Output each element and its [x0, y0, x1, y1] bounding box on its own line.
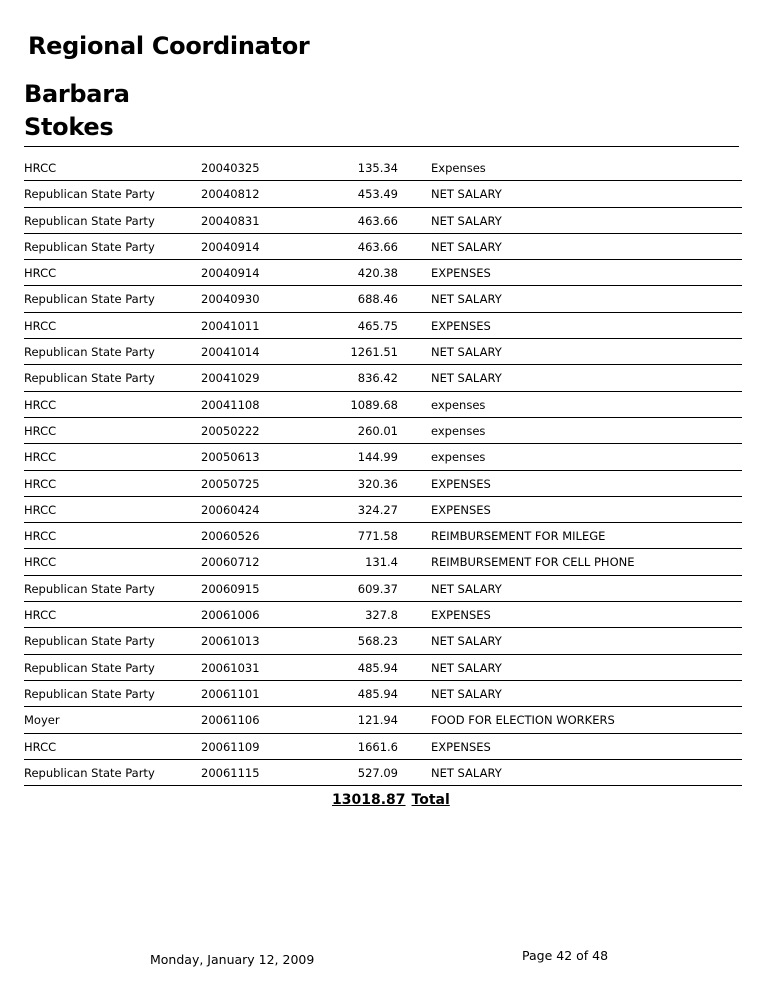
- total-line: [332, 792, 450, 808]
- description-cell: NET SALARY: [431, 686, 502, 701]
- amount-cell: 453.49: [357, 187, 398, 202]
- date-cell: 20040831: [201, 213, 260, 228]
- payee-cell: Republican State Party: [24, 187, 155, 202]
- date-cell: 20061031: [201, 660, 260, 675]
- description-cell: expenses: [431, 423, 486, 438]
- date-cell: 20041011: [201, 318, 260, 333]
- amount-cell: 121.94: [357, 713, 398, 728]
- date-cell: 20040325: [201, 161, 260, 175]
- amount-cell: 135.34: [357, 161, 398, 175]
- amount-cell: 327.8: [365, 608, 398, 623]
- payee-cell: Republican State Party: [24, 371, 155, 386]
- table-row: [24, 234, 742, 260]
- amount-cell: 131.4: [365, 555, 398, 570]
- amount-cell: 465.75: [357, 318, 398, 333]
- date-cell: 20050222: [201, 423, 260, 438]
- description-cell: NET SALARY: [431, 345, 502, 360]
- payee-cell: Republican State Party: [24, 345, 155, 360]
- description-cell: FOOD FOR ELECTION WORKERS: [431, 713, 615, 728]
- payments-table: [24, 155, 742, 786]
- amount-cell: 568.23: [357, 634, 398, 649]
- table-row: [24, 523, 742, 549]
- description-cell: Expenses: [431, 161, 486, 175]
- table-row: [24, 444, 742, 470]
- payee-cell: Republican State Party: [24, 765, 155, 780]
- payee-cell: HRCC: [24, 161, 57, 175]
- description-cell: NET SALARY: [431, 371, 502, 386]
- payee-cell: Republican State Party: [24, 239, 155, 254]
- description-cell: NET SALARY: [431, 239, 502, 254]
- payee-cell: Republican State Party: [24, 686, 155, 701]
- footer-page-number: Page 42 of 48: [522, 948, 609, 963]
- section-title: Regional Coordinator: [28, 32, 310, 60]
- description-cell: EXPENSES: [431, 608, 491, 623]
- table-row: [24, 286, 742, 312]
- payee-cell: Republican State Party: [24, 292, 155, 307]
- date-cell: 20040812: [201, 187, 260, 202]
- payee-cell: Republican State Party: [24, 581, 155, 596]
- amount-cell: 260.01: [357, 423, 398, 438]
- amount-cell: 463.66: [357, 213, 398, 228]
- payee-cell: HRCC: [24, 397, 57, 412]
- description-cell: EXPENSES: [431, 502, 491, 517]
- payee-cell: Republican State Party: [24, 213, 155, 228]
- payee-cell: HRCC: [24, 450, 57, 465]
- total-amount: 13018.87: [332, 792, 406, 808]
- payee-cell: HRCC: [24, 318, 57, 333]
- description-cell: EXPENSES: [431, 739, 491, 754]
- amount-cell: 485.94: [357, 686, 398, 701]
- table-row: [24, 576, 742, 602]
- table-row: [24, 471, 742, 497]
- date-cell: 20040914: [201, 239, 260, 254]
- date-cell: 20050613: [201, 450, 260, 465]
- total-label: Total: [411, 792, 450, 808]
- amount-cell: 324.27: [357, 502, 398, 517]
- date-cell: 20061109: [201, 739, 260, 754]
- table-row: [24, 655, 742, 681]
- description-cell: EXPENSES: [431, 318, 491, 333]
- description-cell: NET SALARY: [431, 660, 502, 675]
- amount-cell: 420.38: [357, 266, 398, 281]
- table-row: [24, 155, 742, 181]
- payee-cell: Republican State Party: [24, 634, 155, 649]
- person-name: Barbara Stokes: [24, 80, 130, 141]
- payee-cell: HRCC: [24, 476, 57, 491]
- date-cell: 20060526: [201, 529, 260, 544]
- description-cell: EXPENSES: [431, 266, 491, 281]
- date-cell: 20061106: [201, 713, 260, 728]
- table-row: [24, 208, 742, 234]
- date-cell: 20040930: [201, 292, 260, 307]
- payee-cell: HRCC: [24, 529, 57, 544]
- amount-cell: 1089.68: [350, 397, 398, 412]
- description-cell: NET SALARY: [431, 634, 502, 649]
- table-row: [24, 549, 742, 575]
- description-cell: NET SALARY: [431, 581, 502, 596]
- description-cell: REIMBURSEMENT FOR CELL PHONE: [431, 555, 635, 570]
- amount-cell: 609.37: [357, 581, 398, 596]
- table-row: [24, 260, 742, 286]
- amount-cell: 463.66: [357, 239, 398, 254]
- table-row: [24, 602, 742, 628]
- table-row: [24, 681, 742, 707]
- description-cell: NET SALARY: [431, 187, 502, 202]
- description-cell: expenses: [431, 450, 486, 465]
- amount-cell: 320.36: [357, 476, 398, 491]
- date-cell: 20040914: [201, 266, 260, 281]
- amount-cell: 485.94: [357, 660, 398, 675]
- payee-cell: HRCC: [24, 266, 57, 281]
- description-cell: REIMBURSEMENT FOR MILEGE: [431, 529, 606, 544]
- table-row: [24, 181, 742, 207]
- amount-cell: 527.09: [357, 765, 398, 780]
- description-cell: EXPENSES: [431, 476, 491, 491]
- amount-cell: 1261.51: [350, 345, 398, 360]
- date-cell: 20060712: [201, 555, 260, 570]
- table-row: [24, 313, 742, 339]
- table-row: [24, 392, 742, 418]
- payee-cell: Republican State Party: [24, 660, 155, 675]
- table-row: [24, 760, 742, 786]
- date-cell: 20041014: [201, 345, 260, 360]
- payee-cell: HRCC: [24, 423, 57, 438]
- table-row: [24, 418, 742, 444]
- footer-date: Monday, January 12, 2009: [150, 952, 315, 967]
- date-cell: 20050725: [201, 476, 260, 491]
- payee-cell: HRCC: [24, 555, 57, 570]
- amount-cell: 1661.6: [357, 739, 398, 754]
- date-cell: 20061013: [201, 634, 260, 649]
- description-cell: NET SALARY: [431, 213, 502, 228]
- table-row: [24, 734, 742, 760]
- description-cell: expenses: [431, 397, 486, 412]
- table-row: [24, 628, 742, 654]
- payee-cell: Moyer: [24, 713, 60, 728]
- amount-cell: 771.58: [357, 529, 398, 544]
- amount-cell: 836.42: [357, 371, 398, 386]
- table-row: [24, 339, 742, 365]
- table-row: [24, 365, 742, 391]
- payee-cell: HRCC: [24, 739, 57, 754]
- date-cell: 20061115: [201, 765, 260, 780]
- payee-cell: HRCC: [24, 502, 57, 517]
- amount-cell: 688.46: [357, 292, 398, 307]
- date-cell: 20041108: [201, 397, 260, 412]
- amount-cell: 144.99: [357, 450, 398, 465]
- table-row: [24, 707, 742, 733]
- header-divider: [24, 146, 739, 147]
- payee-cell: HRCC: [24, 608, 57, 623]
- date-cell: 20061101: [201, 686, 260, 701]
- date-cell: 20060424: [201, 502, 260, 517]
- description-cell: NET SALARY: [431, 292, 502, 307]
- table-row: [24, 497, 742, 523]
- date-cell: 20060915: [201, 581, 260, 596]
- description-cell: NET SALARY: [431, 765, 502, 780]
- date-cell: 20041029: [201, 371, 260, 386]
- date-cell: 20061006: [201, 608, 260, 623]
